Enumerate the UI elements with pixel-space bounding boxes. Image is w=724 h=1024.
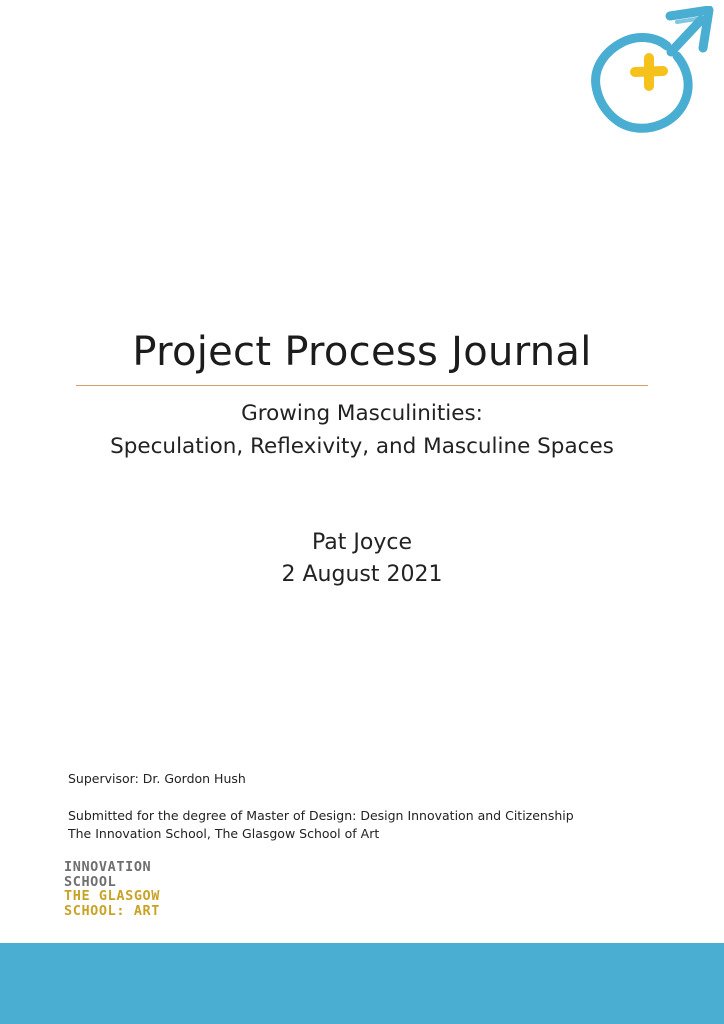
title-divider — [76, 385, 648, 386]
degree-line: Submitted for the degree of Master of Design: Design Innovation and Citizenship — [68, 808, 574, 823]
logo-line-the-glasgow: THE GLASGOW — [64, 888, 161, 904]
submission-date: 2 August 2021 — [281, 562, 443, 587]
logo-line-school: SCHOOL — [64, 873, 117, 890]
subtitle-line-2: Speculation, Reflexivity, and Masculine Spaces — [110, 434, 614, 459]
supervisor-line: Supervisor: Dr. Gordon Hush — [68, 771, 246, 786]
male-symbol-with-plus-icon — [585, 6, 719, 140]
school-line: The Innovation School, The Glasgow School of Art — [68, 826, 380, 841]
subtitle-line-1: Growing Masculinities: — [241, 401, 483, 426]
author-name: Pat Joyce — [312, 530, 412, 555]
logo-line-innovation: INNOVATION — [64, 859, 152, 875]
document-title: Project Process Journal — [132, 329, 592, 375]
logo-line-school-of-art: SCHOOL: ART — [64, 902, 161, 919]
footer-band — [0, 943, 724, 1024]
innovation-school-logo — [64, 860, 160, 918]
